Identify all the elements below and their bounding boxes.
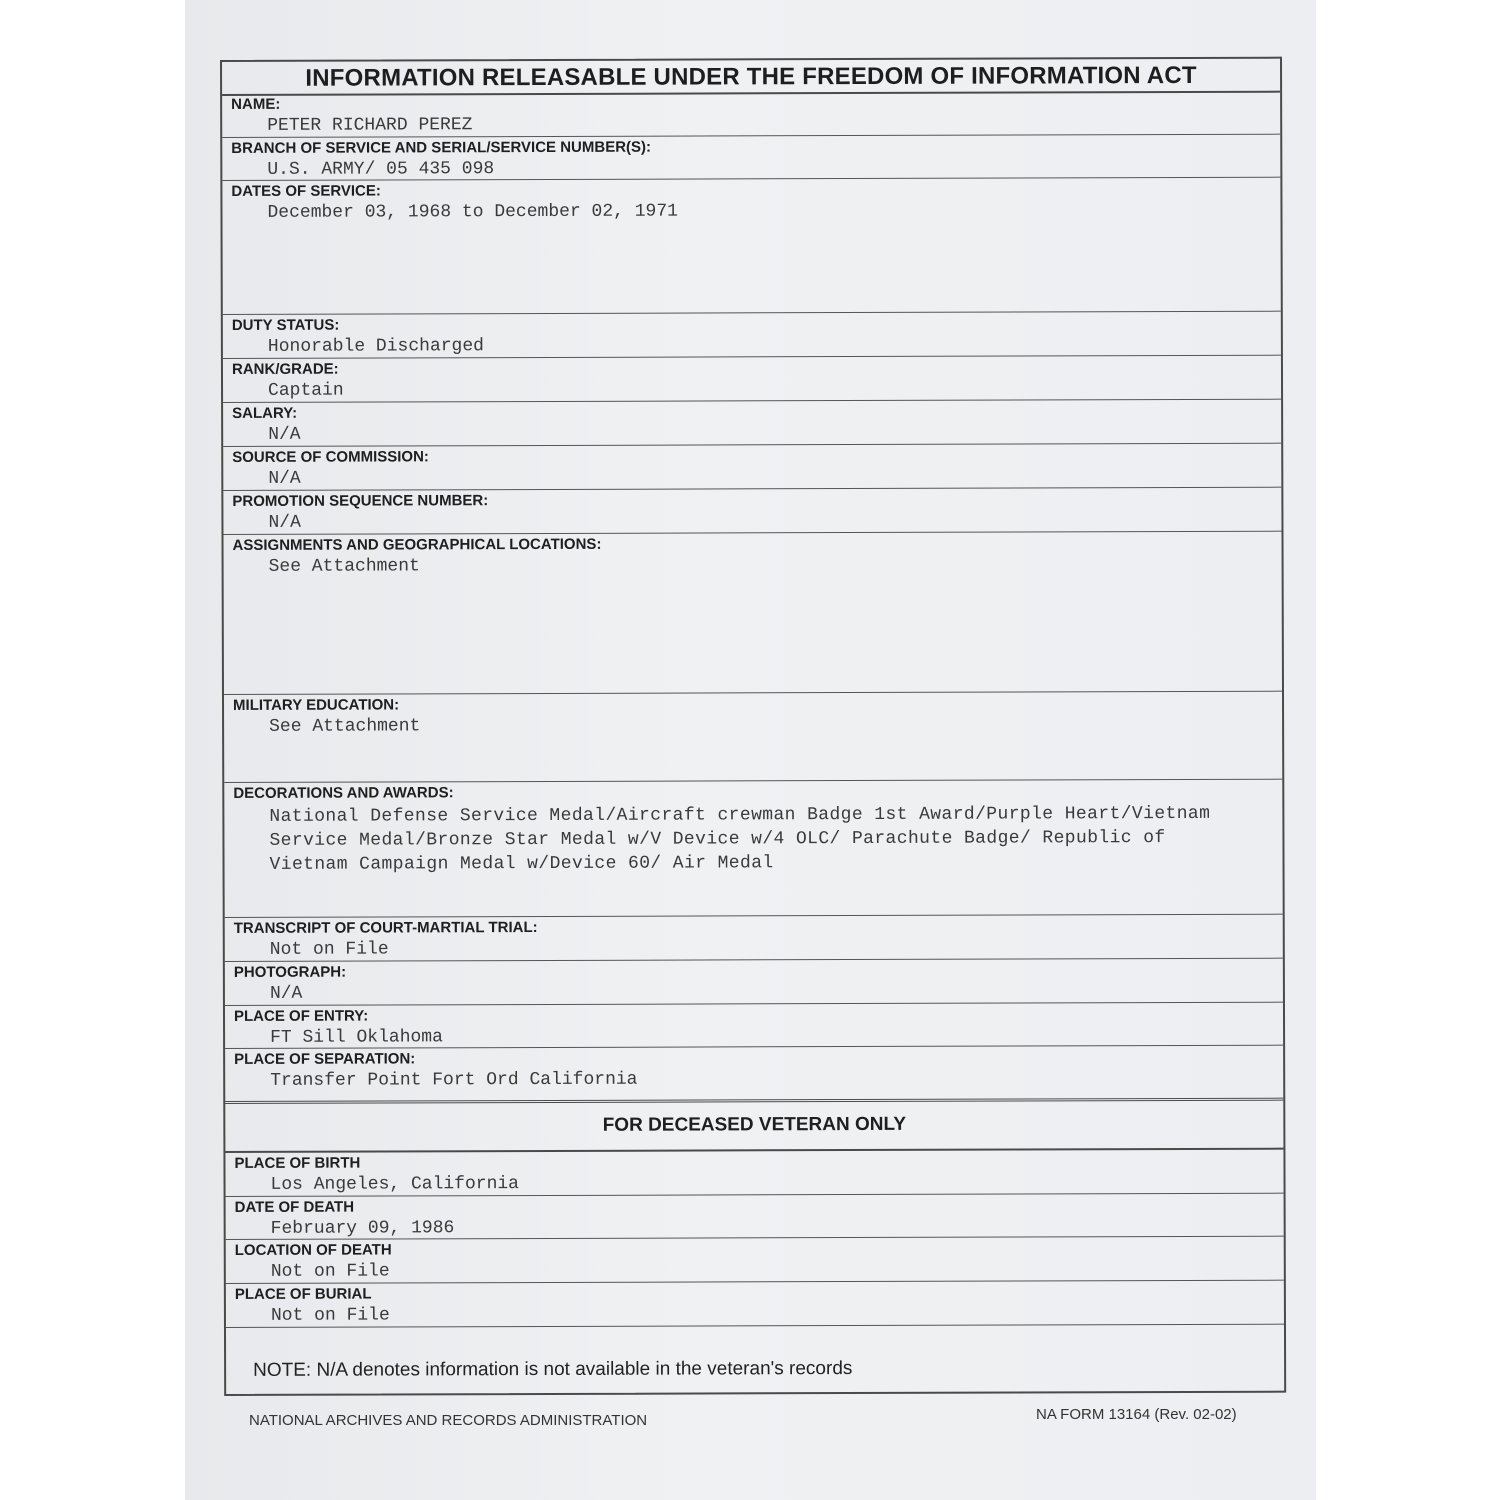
promotion-value: N/A xyxy=(268,512,301,533)
place-of-burial-label: PLACE OF BURIAL xyxy=(234,1285,372,1303)
dates-of-service-label: DATES OF SERVICE: xyxy=(231,182,381,200)
rank-value: Captain xyxy=(268,380,344,401)
court-martial-label: TRANSCRIPT OF COURT-MARTIAL TRIAL: xyxy=(233,919,538,937)
rank-label: RANK/GRADE: xyxy=(231,360,339,378)
place-of-birth-label: PLACE OF BIRTH xyxy=(234,1154,361,1172)
military-education-label: MILITARY EDUCATION: xyxy=(233,696,400,714)
place-of-separation-row xyxy=(225,1046,1283,1101)
date-of-death-label: DATE OF DEATH xyxy=(234,1198,355,1216)
assignments-row xyxy=(223,532,1281,695)
decorations-row xyxy=(224,780,1282,918)
deceased-section-heading: FOR DECEASED VETERAN ONLY xyxy=(225,1098,1283,1153)
assignments-value: See Attachment xyxy=(268,556,420,577)
form-title: INFORMATION RELEASABLE UNDER THE FREEDOM OF INFORMATION ACT xyxy=(222,59,1280,96)
duty-status-value: Honorable Discharged xyxy=(267,336,484,357)
name-row xyxy=(222,91,1280,138)
date-of-death-value: February 09, 1986 xyxy=(270,1218,455,1239)
military-education-value: See Attachment xyxy=(269,716,421,737)
dates-of-service-value: December 03, 1968 to December 02, 1971 xyxy=(267,201,678,223)
assignments-label: ASSIGNMENTS AND GEOGRAPHICAL LOCATIONS: xyxy=(232,535,602,554)
place-of-burial-row xyxy=(226,1281,1284,1328)
place-of-birth-row xyxy=(225,1150,1283,1197)
branch-label: BRANCH OF SERVICE AND SERIAL/SERVICE NUMBER(S): xyxy=(231,138,652,157)
rank-row xyxy=(223,356,1281,403)
photograph-row xyxy=(225,959,1283,1006)
foia-form xyxy=(220,57,1286,1396)
court-martial-row xyxy=(225,915,1283,962)
military-education-row xyxy=(224,692,1282,783)
court-martial-value: Not on File xyxy=(269,939,389,960)
decorations-value: National Defense Service Medal/Aircraft crewman Badge 1st Award/Purple Heart/Vietnam Service Medal/Bronze Star Medal w/V Device w/4 OLC/ Parachute Badge/ Republic of Vietnam Campaign Medal w/Device 60/ Air Medal xyxy=(269,803,1211,875)
photograph-label: PHOTOGRAPH: xyxy=(233,963,347,981)
salary-value: N/A xyxy=(268,424,301,445)
location-of-death-row xyxy=(226,1237,1284,1284)
salary-row xyxy=(223,400,1281,447)
branch-value: U.S. ARMY/ 05 435 098 xyxy=(267,159,495,180)
place-of-entry-label: PLACE OF ENTRY: xyxy=(233,1007,369,1025)
promotion-label: PROMOTION SEQUENCE NUMBER: xyxy=(232,492,489,510)
duty-status-label: DUTY STATUS: xyxy=(231,316,340,334)
note-text: NOTE: N/A denotes information is not available in the veteran's records xyxy=(253,1358,853,1381)
dates-of-service-row xyxy=(222,178,1280,315)
commission-value: N/A xyxy=(268,468,301,489)
branch-row xyxy=(222,135,1280,181)
photograph-value: N/A xyxy=(269,983,303,1004)
location-of-death-value: Not on File xyxy=(270,1261,390,1282)
commission-row xyxy=(223,444,1281,491)
location-of-death-label: LOCATION OF DEATH xyxy=(234,1241,392,1259)
name-value: PETER RICHARD PEREZ xyxy=(267,115,473,136)
place-of-entry-row xyxy=(225,1003,1283,1049)
name-label: NAME: xyxy=(231,95,281,113)
place-of-entry-value: FT Sill Oklahoma xyxy=(270,1027,443,1048)
place-of-separation-label: PLACE OF SEPARATION: xyxy=(234,1050,416,1068)
place-of-separation-value: Transfer Point Fort Ord California xyxy=(270,1069,638,1091)
place-of-burial-value: Not on File xyxy=(270,1305,390,1326)
decorations-label: DECORATIONS AND AWARDS: xyxy=(233,784,454,802)
salary-label: SALARY: xyxy=(232,404,298,422)
commission-label: SOURCE OF COMMISSION: xyxy=(232,448,429,466)
date-of-death-row xyxy=(226,1194,1284,1240)
agency-footer: NATIONAL ARCHIVES AND RECORDS ADMINISTRATION xyxy=(249,1412,648,1429)
duty-status-row xyxy=(223,312,1281,359)
promotion-row xyxy=(223,488,1281,535)
form-number-footer: NA FORM 13164 (Rev. 02-02) xyxy=(1036,1406,1237,1423)
place-of-birth-value: Los Angeles, California xyxy=(270,1174,520,1195)
